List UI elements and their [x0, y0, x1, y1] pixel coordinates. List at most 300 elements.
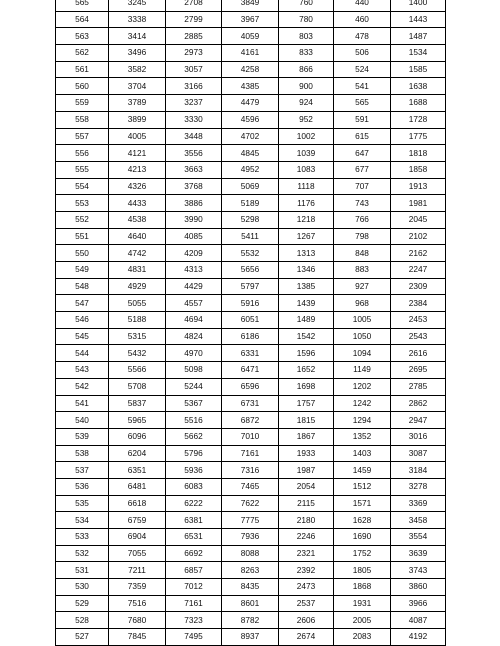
score-cell: 544: [56, 345, 109, 362]
count-cell: 3278: [391, 478, 446, 495]
count-cell: 2606: [279, 612, 334, 629]
score-cell: 543: [56, 362, 109, 379]
count-cell: 1688: [391, 95, 446, 112]
count-cell: 1690: [334, 529, 391, 546]
count-cell: 1385: [279, 278, 334, 295]
count-cell: 8435: [222, 579, 279, 596]
count-cell: 4213: [109, 161, 166, 178]
count-cell: 6481: [109, 478, 166, 495]
table-row: [56, 579, 446, 596]
count-cell: 1487: [391, 28, 446, 45]
score-cell: 541: [56, 395, 109, 412]
count-cell: 833: [279, 45, 334, 62]
count-cell: 541: [334, 78, 391, 95]
table-row: [56, 312, 446, 329]
count-cell: 4059: [222, 28, 279, 45]
count-cell: 2247: [391, 262, 446, 279]
count-cell: 760: [279, 0, 334, 11]
count-cell: 1118: [279, 178, 334, 195]
count-cell: 1987: [279, 462, 334, 479]
count-cell: 707: [334, 178, 391, 195]
count-cell: 3496: [109, 45, 166, 62]
count-cell: 5532: [222, 245, 279, 262]
score-cell: 542: [56, 378, 109, 395]
count-cell: 1775: [391, 128, 446, 145]
score-cell: 553: [56, 195, 109, 212]
count-cell: 5188: [109, 312, 166, 329]
score-cell: 557: [56, 128, 109, 145]
count-cell: 1818: [391, 145, 446, 162]
count-cell: 6731: [222, 395, 279, 412]
count-cell: 1652: [279, 362, 334, 379]
count-cell: 3458: [391, 512, 446, 529]
count-cell: 883: [334, 262, 391, 279]
table-body: [56, 0, 446, 645]
count-cell: 2616: [391, 345, 446, 362]
count-cell: 5069: [222, 178, 279, 195]
count-cell: 2785: [391, 378, 446, 395]
score-rank-table: [55, 0, 446, 646]
table-row: [56, 612, 446, 629]
score-cell: 547: [56, 295, 109, 312]
count-cell: 4121: [109, 145, 166, 162]
table-row: [56, 295, 446, 312]
count-cell: 1005: [334, 312, 391, 329]
count-cell: 1542: [279, 328, 334, 345]
count-cell: 6692: [166, 545, 222, 562]
count-cell: 7010: [222, 428, 279, 445]
count-cell: 1459: [334, 462, 391, 479]
count-cell: 6083: [166, 478, 222, 495]
count-cell: 2384: [391, 295, 446, 312]
count-cell: 6759: [109, 512, 166, 529]
count-cell: 3237: [166, 95, 222, 112]
count-cell: 3057: [166, 61, 222, 78]
count-cell: 1596: [279, 345, 334, 362]
count-cell: 1242: [334, 395, 391, 412]
count-cell: 1805: [334, 562, 391, 579]
count-cell: 6222: [166, 495, 222, 512]
table-row: [56, 95, 446, 112]
count-cell: 848: [334, 245, 391, 262]
count-cell: 1931: [334, 595, 391, 612]
table-row: [56, 78, 446, 95]
count-cell: 2708: [166, 0, 222, 11]
count-cell: 4326: [109, 178, 166, 195]
count-cell: 1443: [391, 11, 446, 28]
count-cell: 5965: [109, 412, 166, 429]
count-cell: 1039: [279, 145, 334, 162]
count-cell: 4694: [166, 312, 222, 329]
count-cell: 6351: [109, 462, 166, 479]
score-cell: 540: [56, 412, 109, 429]
count-cell: 7161: [222, 445, 279, 462]
score-cell: 565: [56, 0, 109, 11]
score-cell: 528: [56, 612, 109, 629]
count-cell: 4429: [166, 278, 222, 295]
count-cell: 6471: [222, 362, 279, 379]
count-cell: 3639: [391, 545, 446, 562]
count-cell: 2321: [279, 545, 334, 562]
count-cell: 5432: [109, 345, 166, 362]
count-cell: 4385: [222, 78, 279, 95]
count-cell: 2083: [334, 629, 391, 646]
count-cell: 1571: [334, 495, 391, 512]
count-cell: 460: [334, 11, 391, 28]
count-cell: 2674: [279, 629, 334, 646]
score-cell: 563: [56, 28, 109, 45]
count-cell: 1083: [279, 161, 334, 178]
count-cell: 4640: [109, 228, 166, 245]
count-cell: 7936: [222, 529, 279, 546]
count-cell: 1628: [334, 512, 391, 529]
count-cell: 3414: [109, 28, 166, 45]
count-cell: 6904: [109, 529, 166, 546]
count-cell: 4087: [391, 612, 446, 629]
count-cell: 1218: [279, 211, 334, 228]
count-cell: 3789: [109, 95, 166, 112]
count-cell: 4702: [222, 128, 279, 145]
count-cell: 2392: [279, 562, 334, 579]
count-cell: 5797: [222, 278, 279, 295]
count-cell: 506: [334, 45, 391, 62]
count-cell: 3369: [391, 495, 446, 512]
table-row: [56, 245, 446, 262]
count-cell: 4596: [222, 111, 279, 128]
count-cell: 5916: [222, 295, 279, 312]
score-cell: 558: [56, 111, 109, 128]
count-cell: 4845: [222, 145, 279, 162]
count-cell: 1728: [391, 111, 446, 128]
score-cell: 551: [56, 228, 109, 245]
count-cell: 2947: [391, 412, 446, 429]
count-cell: 6872: [222, 412, 279, 429]
count-cell: 7845: [109, 629, 166, 646]
count-cell: 3556: [166, 145, 222, 162]
score-cell: 546: [56, 312, 109, 329]
count-cell: 5708: [109, 378, 166, 395]
count-cell: 4085: [166, 228, 222, 245]
count-cell: 866: [279, 61, 334, 78]
count-cell: 3849: [222, 0, 279, 11]
score-cell: 556: [56, 145, 109, 162]
score-cell: 536: [56, 478, 109, 495]
score-cell: 535: [56, 495, 109, 512]
count-cell: 743: [334, 195, 391, 212]
count-cell: 6857: [166, 562, 222, 579]
table-row: [56, 228, 446, 245]
score-cell: 527: [56, 629, 109, 646]
count-cell: 440: [334, 0, 391, 11]
count-cell: 1757: [279, 395, 334, 412]
count-cell: 6596: [222, 378, 279, 395]
table-row: [56, 462, 446, 479]
count-cell: 2246: [279, 529, 334, 546]
count-cell: 1202: [334, 378, 391, 395]
count-cell: 7465: [222, 478, 279, 495]
count-cell: 5516: [166, 412, 222, 429]
score-cell: 537: [56, 462, 109, 479]
table-row: [56, 211, 446, 228]
count-cell: 5796: [166, 445, 222, 462]
count-cell: 7359: [109, 579, 166, 596]
count-cell: 8088: [222, 545, 279, 562]
count-cell: 565: [334, 95, 391, 112]
count-cell: 3967: [222, 11, 279, 28]
count-cell: 4258: [222, 61, 279, 78]
count-cell: 4824: [166, 328, 222, 345]
count-cell: 1403: [334, 445, 391, 462]
count-cell: 7012: [166, 579, 222, 596]
score-cell: 555: [56, 161, 109, 178]
count-cell: 1815: [279, 412, 334, 429]
count-cell: 3554: [391, 529, 446, 546]
table-row: [56, 512, 446, 529]
count-cell: 4742: [109, 245, 166, 262]
count-cell: 3338: [109, 11, 166, 28]
table-row: [56, 161, 446, 178]
count-cell: 2799: [166, 11, 222, 28]
score-cell: 554: [56, 178, 109, 195]
score-cell: 564: [56, 11, 109, 28]
score-cell: 548: [56, 278, 109, 295]
count-cell: 1094: [334, 345, 391, 362]
count-cell: 3990: [166, 211, 222, 228]
count-cell: 1439: [279, 295, 334, 312]
count-cell: 924: [279, 95, 334, 112]
count-cell: 4479: [222, 95, 279, 112]
count-cell: 6186: [222, 328, 279, 345]
count-cell: 8263: [222, 562, 279, 579]
table-row: [56, 61, 446, 78]
table-row: [56, 529, 446, 546]
count-cell: 1933: [279, 445, 334, 462]
count-cell: 3663: [166, 161, 222, 178]
table-row: [56, 545, 446, 562]
table-row: [56, 0, 446, 11]
count-cell: 2309: [391, 278, 446, 295]
count-cell: 1002: [279, 128, 334, 145]
count-cell: 1752: [334, 545, 391, 562]
count-cell: 5098: [166, 362, 222, 379]
count-cell: 3886: [166, 195, 222, 212]
table-row: [56, 428, 446, 445]
count-cell: 1512: [334, 478, 391, 495]
count-cell: 2045: [391, 211, 446, 228]
count-cell: 798: [334, 228, 391, 245]
count-cell: 5656: [222, 262, 279, 279]
count-cell: 1294: [334, 412, 391, 429]
count-cell: 5055: [109, 295, 166, 312]
count-cell: 3899: [109, 111, 166, 128]
table-row: [56, 45, 446, 62]
count-cell: 1638: [391, 78, 446, 95]
count-cell: 7323: [166, 612, 222, 629]
count-cell: 6618: [109, 495, 166, 512]
count-cell: 2543: [391, 328, 446, 345]
score-cell: 560: [56, 78, 109, 95]
score-cell: 531: [56, 562, 109, 579]
count-cell: 1313: [279, 245, 334, 262]
count-cell: 4192: [391, 629, 446, 646]
count-cell: 1698: [279, 378, 334, 395]
count-cell: 2537: [279, 595, 334, 612]
table-row: [56, 111, 446, 128]
count-cell: 7161: [166, 595, 222, 612]
table-row: [56, 345, 446, 362]
count-cell: 780: [279, 11, 334, 28]
count-cell: 4161: [222, 45, 279, 62]
table-row: [56, 412, 446, 429]
score-cell: 562: [56, 45, 109, 62]
count-cell: 4929: [109, 278, 166, 295]
count-cell: 7516: [109, 595, 166, 612]
table-row: [56, 195, 446, 212]
table-row: [56, 28, 446, 45]
count-cell: 647: [334, 145, 391, 162]
count-cell: 927: [334, 278, 391, 295]
count-cell: 677: [334, 161, 391, 178]
score-cell: 530: [56, 579, 109, 596]
count-cell: 3743: [391, 562, 446, 579]
count-cell: 3087: [391, 445, 446, 462]
score-cell: 561: [56, 61, 109, 78]
count-cell: 1585: [391, 61, 446, 78]
table-row: [56, 262, 446, 279]
count-cell: 524: [334, 61, 391, 78]
count-cell: 1149: [334, 362, 391, 379]
count-cell: 766: [334, 211, 391, 228]
count-cell: 2453: [391, 312, 446, 329]
count-cell: 4952: [222, 161, 279, 178]
table-row: [56, 395, 446, 412]
count-cell: 5411: [222, 228, 279, 245]
count-cell: 6381: [166, 512, 222, 529]
count-cell: 2695: [391, 362, 446, 379]
count-cell: 6204: [109, 445, 166, 462]
count-cell: 3245: [109, 0, 166, 11]
count-cell: 6096: [109, 428, 166, 445]
score-cell: 550: [56, 245, 109, 262]
count-cell: 5837: [109, 395, 166, 412]
count-cell: 1267: [279, 228, 334, 245]
count-cell: 4538: [109, 211, 166, 228]
table-row: [56, 11, 446, 28]
count-cell: 1050: [334, 328, 391, 345]
table-row: [56, 328, 446, 345]
count-cell: 4970: [166, 345, 222, 362]
score-cell: 545: [56, 328, 109, 345]
count-cell: 2162: [391, 245, 446, 262]
count-cell: 5298: [222, 211, 279, 228]
count-cell: 6051: [222, 312, 279, 329]
count-cell: 4005: [109, 128, 166, 145]
table-row: [56, 145, 446, 162]
count-cell: 1981: [391, 195, 446, 212]
count-cell: 4433: [109, 195, 166, 212]
score-cell: 552: [56, 211, 109, 228]
count-cell: 1534: [391, 45, 446, 62]
count-cell: 615: [334, 128, 391, 145]
score-cell: 532: [56, 545, 109, 562]
count-cell: 1176: [279, 195, 334, 212]
count-cell: 5315: [109, 328, 166, 345]
count-cell: 2180: [279, 512, 334, 529]
count-cell: 3184: [391, 462, 446, 479]
count-cell: 7680: [109, 612, 166, 629]
table-row: [56, 478, 446, 495]
table-row: [56, 378, 446, 395]
count-cell: 4209: [166, 245, 222, 262]
table-row: [56, 128, 446, 145]
table-row: [56, 278, 446, 295]
count-cell: 8937: [222, 629, 279, 646]
count-cell: 6331: [222, 345, 279, 362]
score-cell: 538: [56, 445, 109, 462]
count-cell: 3704: [109, 78, 166, 95]
count-cell: 591: [334, 111, 391, 128]
count-cell: 7775: [222, 512, 279, 529]
count-cell: 803: [279, 28, 334, 45]
count-cell: 3330: [166, 111, 222, 128]
count-cell: 1352: [334, 428, 391, 445]
table-row: [56, 595, 446, 612]
count-cell: 3448: [166, 128, 222, 145]
score-cell: 539: [56, 428, 109, 445]
count-cell: 7055: [109, 545, 166, 562]
count-cell: 8782: [222, 612, 279, 629]
count-cell: 4313: [166, 262, 222, 279]
count-cell: 952: [279, 111, 334, 128]
count-cell: 2473: [279, 579, 334, 596]
count-cell: 2973: [166, 45, 222, 62]
table-row: [56, 445, 446, 462]
count-cell: 5244: [166, 378, 222, 395]
count-cell: 8601: [222, 595, 279, 612]
count-cell: 968: [334, 295, 391, 312]
count-cell: 7316: [222, 462, 279, 479]
count-cell: 1489: [279, 312, 334, 329]
table-row: [56, 562, 446, 579]
count-cell: 3860: [391, 579, 446, 596]
count-cell: 2862: [391, 395, 446, 412]
count-cell: 5662: [166, 428, 222, 445]
count-cell: 2102: [391, 228, 446, 245]
table-row: [56, 362, 446, 379]
count-cell: 5566: [109, 362, 166, 379]
count-cell: 1867: [279, 428, 334, 445]
count-cell: 2885: [166, 28, 222, 45]
count-cell: 7495: [166, 629, 222, 646]
count-cell: 2054: [279, 478, 334, 495]
count-cell: 1868: [334, 579, 391, 596]
count-cell: 4831: [109, 262, 166, 279]
score-cell: 534: [56, 512, 109, 529]
count-cell: 4557: [166, 295, 222, 312]
count-cell: 3016: [391, 428, 446, 445]
count-cell: 1346: [279, 262, 334, 279]
count-cell: 5936: [166, 462, 222, 479]
count-cell: 7622: [222, 495, 279, 512]
count-cell: 1913: [391, 178, 446, 195]
count-cell: 1858: [391, 161, 446, 178]
count-cell: 2115: [279, 495, 334, 512]
count-cell: 5189: [222, 195, 279, 212]
count-cell: 1400: [391, 0, 446, 11]
count-cell: 5367: [166, 395, 222, 412]
score-cell: 529: [56, 595, 109, 612]
count-cell: 7211: [109, 562, 166, 579]
